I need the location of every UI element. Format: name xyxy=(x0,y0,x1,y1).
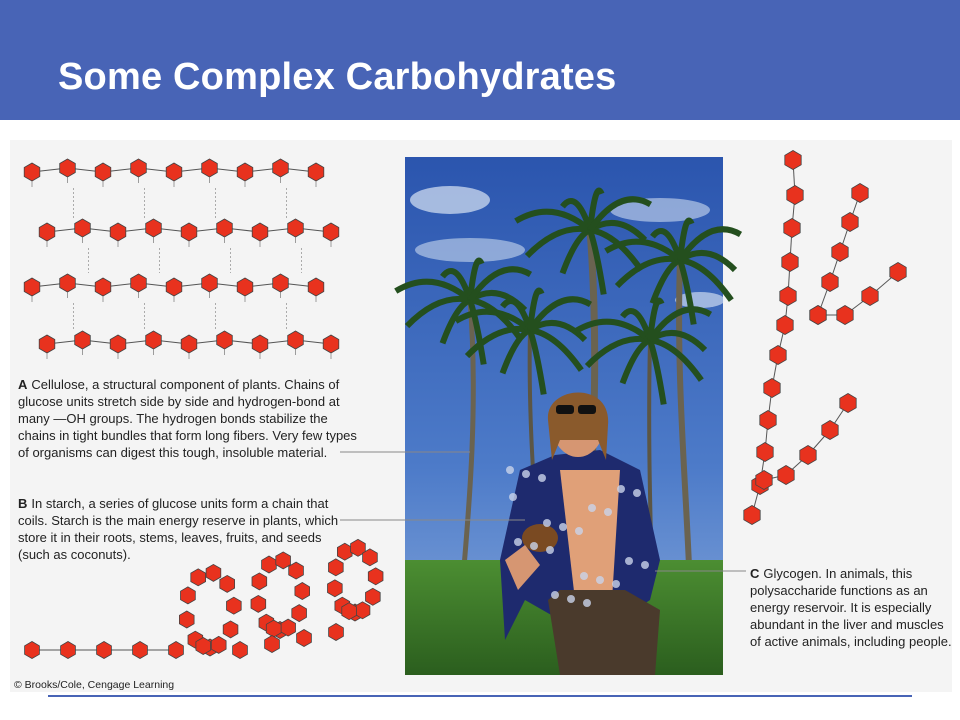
glucose-unit xyxy=(787,186,803,205)
glucose-unit xyxy=(757,443,773,462)
glucose-unit xyxy=(233,642,248,659)
glucose-unit xyxy=(782,253,798,272)
glucose-unit xyxy=(780,287,796,306)
caption-c-text: Glycogen. In animals, this polysaccharide functions as an energy reservoir. It is especially abundant in the liver and muscles of active animals, including people. xyxy=(750,566,952,649)
shirt-pattern xyxy=(604,508,612,516)
glucose-unit xyxy=(252,573,267,590)
glucose-unit xyxy=(328,580,343,597)
glucose-unit xyxy=(95,278,111,296)
glucose-unit xyxy=(169,642,184,659)
glucose-unit xyxy=(822,273,838,292)
glucose-unit xyxy=(24,278,40,296)
glucose-unit xyxy=(368,568,383,585)
glucose-unit xyxy=(744,506,760,525)
glucose-unit xyxy=(24,163,40,181)
caption-c-letter: C xyxy=(750,566,760,581)
glucose-unit xyxy=(760,411,776,430)
shirt-pattern xyxy=(617,485,625,493)
shirt-pattern xyxy=(625,557,633,565)
glucose-unit xyxy=(131,159,147,177)
glucose-unit xyxy=(837,306,853,325)
shirt-pattern xyxy=(506,466,514,474)
glucose-unit xyxy=(810,306,826,325)
glucose-unit xyxy=(39,335,55,353)
glucose-unit xyxy=(146,331,162,349)
glucose-unit xyxy=(95,163,111,181)
glucose-unit xyxy=(288,331,304,349)
shirt-pattern xyxy=(641,561,649,569)
glucose-unit xyxy=(133,642,148,659)
glucose-unit xyxy=(770,346,786,365)
glucose-unit xyxy=(822,421,838,440)
glucose-unit xyxy=(890,263,906,282)
shirt-pattern xyxy=(514,538,522,546)
shirt-pattern xyxy=(543,519,551,527)
shirt-pattern xyxy=(538,474,546,482)
glucose-unit xyxy=(323,335,339,353)
shirt-pattern xyxy=(509,493,517,501)
glucose-unit xyxy=(295,583,310,600)
glucose-unit xyxy=(288,219,304,237)
glucose-unit xyxy=(146,219,162,237)
glucose-unit xyxy=(756,471,772,490)
caption-c xyxy=(750,565,955,650)
copyright-credit: © Brooks/Cole, Cengage Learning xyxy=(14,679,175,691)
glucose-unit xyxy=(366,588,381,605)
glucose-unit xyxy=(217,219,233,237)
shirt-pattern xyxy=(633,489,641,497)
glucose-unit xyxy=(297,630,312,647)
glucose-unit xyxy=(355,602,370,619)
glucose-unit xyxy=(181,223,197,241)
glucose-unit xyxy=(252,335,268,353)
glucose-unit xyxy=(75,219,91,237)
glucose-unit xyxy=(281,619,296,636)
shirt-pattern xyxy=(580,572,588,580)
glucose-unit xyxy=(166,278,182,296)
glucose-unit xyxy=(211,636,226,653)
glucose-unit xyxy=(363,549,378,566)
glucose-unit xyxy=(862,287,878,306)
glucose-unit xyxy=(832,243,848,262)
shirt-pattern xyxy=(522,470,530,478)
glucose-unit xyxy=(179,611,194,628)
glucose-unit xyxy=(110,223,126,241)
shirt-pattern xyxy=(612,580,620,588)
glucose-unit xyxy=(252,223,268,241)
glucose-unit xyxy=(61,642,76,659)
glucose-unit xyxy=(292,605,307,622)
glucose-unit xyxy=(131,274,147,292)
glucose-unit xyxy=(237,163,253,181)
shirt-pattern xyxy=(559,523,567,531)
shirt-pattern xyxy=(588,504,596,512)
glucose-unit xyxy=(785,151,801,170)
shirt-pattern xyxy=(551,591,559,599)
glucose-unit xyxy=(329,624,344,641)
glucose-unit xyxy=(308,278,324,296)
glucose-unit xyxy=(181,335,197,353)
glucose-unit xyxy=(202,159,218,177)
glucose-unit xyxy=(191,569,206,586)
glucose-unit xyxy=(97,642,112,659)
glucose-unit xyxy=(181,587,196,604)
shirt-pattern xyxy=(546,546,554,554)
glucose-unit xyxy=(842,213,858,232)
glucose-unit xyxy=(223,621,238,638)
glucose-unit xyxy=(166,163,182,181)
caption-b-text: In starch, a series of glucose units form a chain that coils. Starch is the main energy reserve in plants, which store it in their roots, stems, leaves, fruits, and seeds (such as coconuts). xyxy=(18,496,339,562)
glucose-unit xyxy=(840,394,856,413)
glucose-unit xyxy=(60,159,76,177)
glucose-unit xyxy=(237,278,253,296)
caption-a xyxy=(18,376,368,461)
slide-title: Some Complex Carbohydrates xyxy=(58,56,617,98)
glucose-unit xyxy=(323,223,339,241)
glucose-unit xyxy=(206,564,221,581)
shirt-pattern xyxy=(567,595,575,603)
shirt-pattern xyxy=(530,542,538,550)
glucose-unit xyxy=(217,331,233,349)
glucose-unit xyxy=(39,223,55,241)
glucose-unit xyxy=(110,335,126,353)
glucose-unit xyxy=(202,274,218,292)
photo-man-with-coconut xyxy=(396,157,741,675)
caption-b xyxy=(18,495,348,563)
glucose-unit xyxy=(778,466,794,485)
glucose-unit xyxy=(764,379,780,398)
caption-b-letter: B xyxy=(18,496,28,511)
glucose-unit xyxy=(220,575,235,592)
bottom-rule xyxy=(48,695,912,697)
glucose-unit xyxy=(273,274,289,292)
caption-a-text: Cellulose, a structural component of plants. Chains of glucose units stretch side by side and hydrogen-bond at many —OH groups. The hydrogen bonds stabilize the chains in tight bundles that form long fibers. Very few types of organisms can digest this tough, insoluble material. xyxy=(18,377,357,460)
shirt-pattern xyxy=(583,599,591,607)
glucose-unit xyxy=(265,636,280,653)
glucose-unit xyxy=(784,219,800,238)
glucose-unit xyxy=(289,562,304,579)
glucose-unit xyxy=(75,331,91,349)
glucose-unit xyxy=(266,620,281,637)
glucose-unit xyxy=(227,597,242,614)
glucose-unit xyxy=(777,316,793,335)
caption-a-letter: A xyxy=(18,377,28,392)
shirt-pattern xyxy=(575,527,583,535)
glucose-unit xyxy=(273,159,289,177)
shirt-pattern xyxy=(596,576,604,584)
glucose-unit xyxy=(251,595,266,612)
glucose-unit xyxy=(60,274,76,292)
glucose-unit xyxy=(308,163,324,181)
glucose-unit xyxy=(25,642,40,659)
glucose-unit xyxy=(852,184,868,203)
